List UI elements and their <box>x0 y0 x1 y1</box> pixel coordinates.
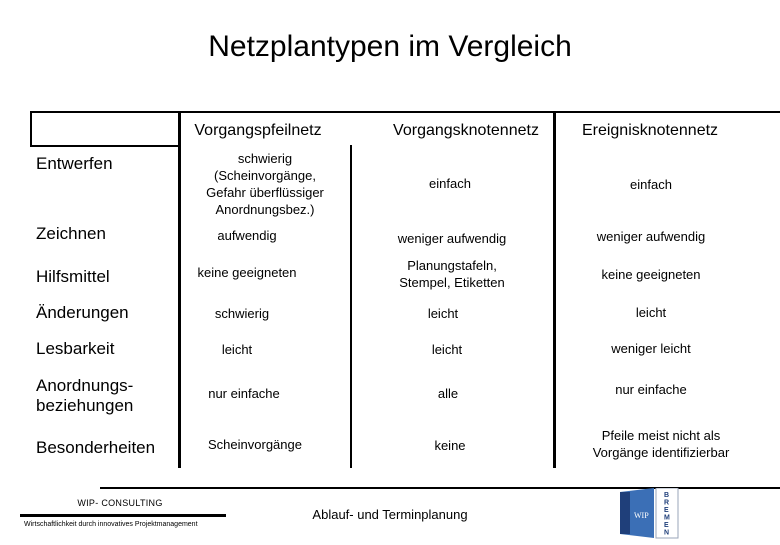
logo-letter: E <box>664 507 669 514</box>
cell-lesbarkeit-ereignis: weniger leicht <box>611 341 691 356</box>
logo-dark-band <box>620 492 630 534</box>
cell-anordnung-pfeil: nur einfache <box>208 386 280 401</box>
cell-anordnung-ereignis: nur einfache <box>615 382 687 397</box>
row-label-zeichnen: Zeichnen <box>36 224 106 243</box>
company-tagline: Wirtschaftlichkeit durch innovatives Projektmanagement <box>24 521 198 528</box>
logo-letter: E <box>664 522 669 529</box>
wip-logo <box>618 488 682 540</box>
header-top-border <box>30 111 780 113</box>
logo-mark-text: WIP <box>634 511 649 520</box>
header-left-border <box>30 111 32 146</box>
logo-letter: N <box>664 529 670 537</box>
header-ereignisknotennetz: Ereignisknotennetz <box>581 122 719 139</box>
cell-anordnung-knoten: alle <box>437 386 459 401</box>
cell-hilfsmittel-ereignis: keine geeigneten <box>601 267 701 282</box>
cell-hilfsmittel-pfeil: keine geeigneten <box>197 265 297 280</box>
cell-entwerfen-pfeil: schwierig (Scheinvorgänge, Gefahr überflüssiger Anordnungsbez.) <box>206 151 324 217</box>
cell-zeichnen-ereignis: weniger aufwendig <box>596 229 706 244</box>
row-label-anordnungsbeziehungen: Anordnungs- beziehungen <box>36 376 134 415</box>
cell-zeichnen-pfeil: aufwendig <box>217 228 277 243</box>
cell-zeichnen-knoten: weniger aufwendig <box>397 231 507 246</box>
cell-aenderungen-knoten: leicht <box>427 306 459 321</box>
row-label-entwerfen: Entwerfen <box>36 154 113 173</box>
company-name: WIP- CONSULTING <box>77 498 163 508</box>
logo-letter: B <box>664 492 670 499</box>
cell-besonderheiten-pfeil: Scheinvorgänge <box>208 437 302 452</box>
cell-aenderungen-ereignis: leicht <box>635 305 667 320</box>
logo-letter: M <box>664 514 670 522</box>
row-label-hilfsmittel: Hilfsmittel <box>36 267 110 286</box>
cell-aenderungen-pfeil: schwierig <box>214 306 270 321</box>
cell-besonderheiten-ereignis: Pfeile meist nicht als Vorgänge identifizierbar <box>592 428 730 460</box>
wip-logo-graphic <box>618 488 682 540</box>
cell-entwerfen-ereignis: einfach <box>630 177 672 192</box>
row-label-aenderungen: Änderungen <box>36 303 129 322</box>
logo-letter: R <box>664 499 670 507</box>
header-vorgangsknotennetz: Vorgangsknotennetz <box>393 122 539 139</box>
cell-lesbarkeit-pfeil: leicht <box>221 342 253 357</box>
page-title: Netzplantypen im Vergleich <box>208 30 572 63</box>
cell-entwerfen-knoten: einfach <box>429 176 471 191</box>
header-bottom-border-left <box>30 145 178 147</box>
row-label-besonderheiten: Besonderheiten <box>36 438 156 457</box>
header-vorgangspfeilnetz: Vorgangspfeilnetz <box>194 122 322 139</box>
cell-besonderheiten-knoten: keine <box>434 438 466 453</box>
footer-topic: Ablauf- und Terminplanung <box>312 507 468 522</box>
row-label-lesbarkeit: Lesbarkeit <box>36 339 115 358</box>
cell-hilfsmittel-knoten: Planungstafeln, Stempel, Etiketten <box>399 258 505 290</box>
company-underline <box>20 514 226 517</box>
column-divider-3 <box>553 111 556 468</box>
cell-lesbarkeit-knoten: leicht <box>431 342 463 357</box>
